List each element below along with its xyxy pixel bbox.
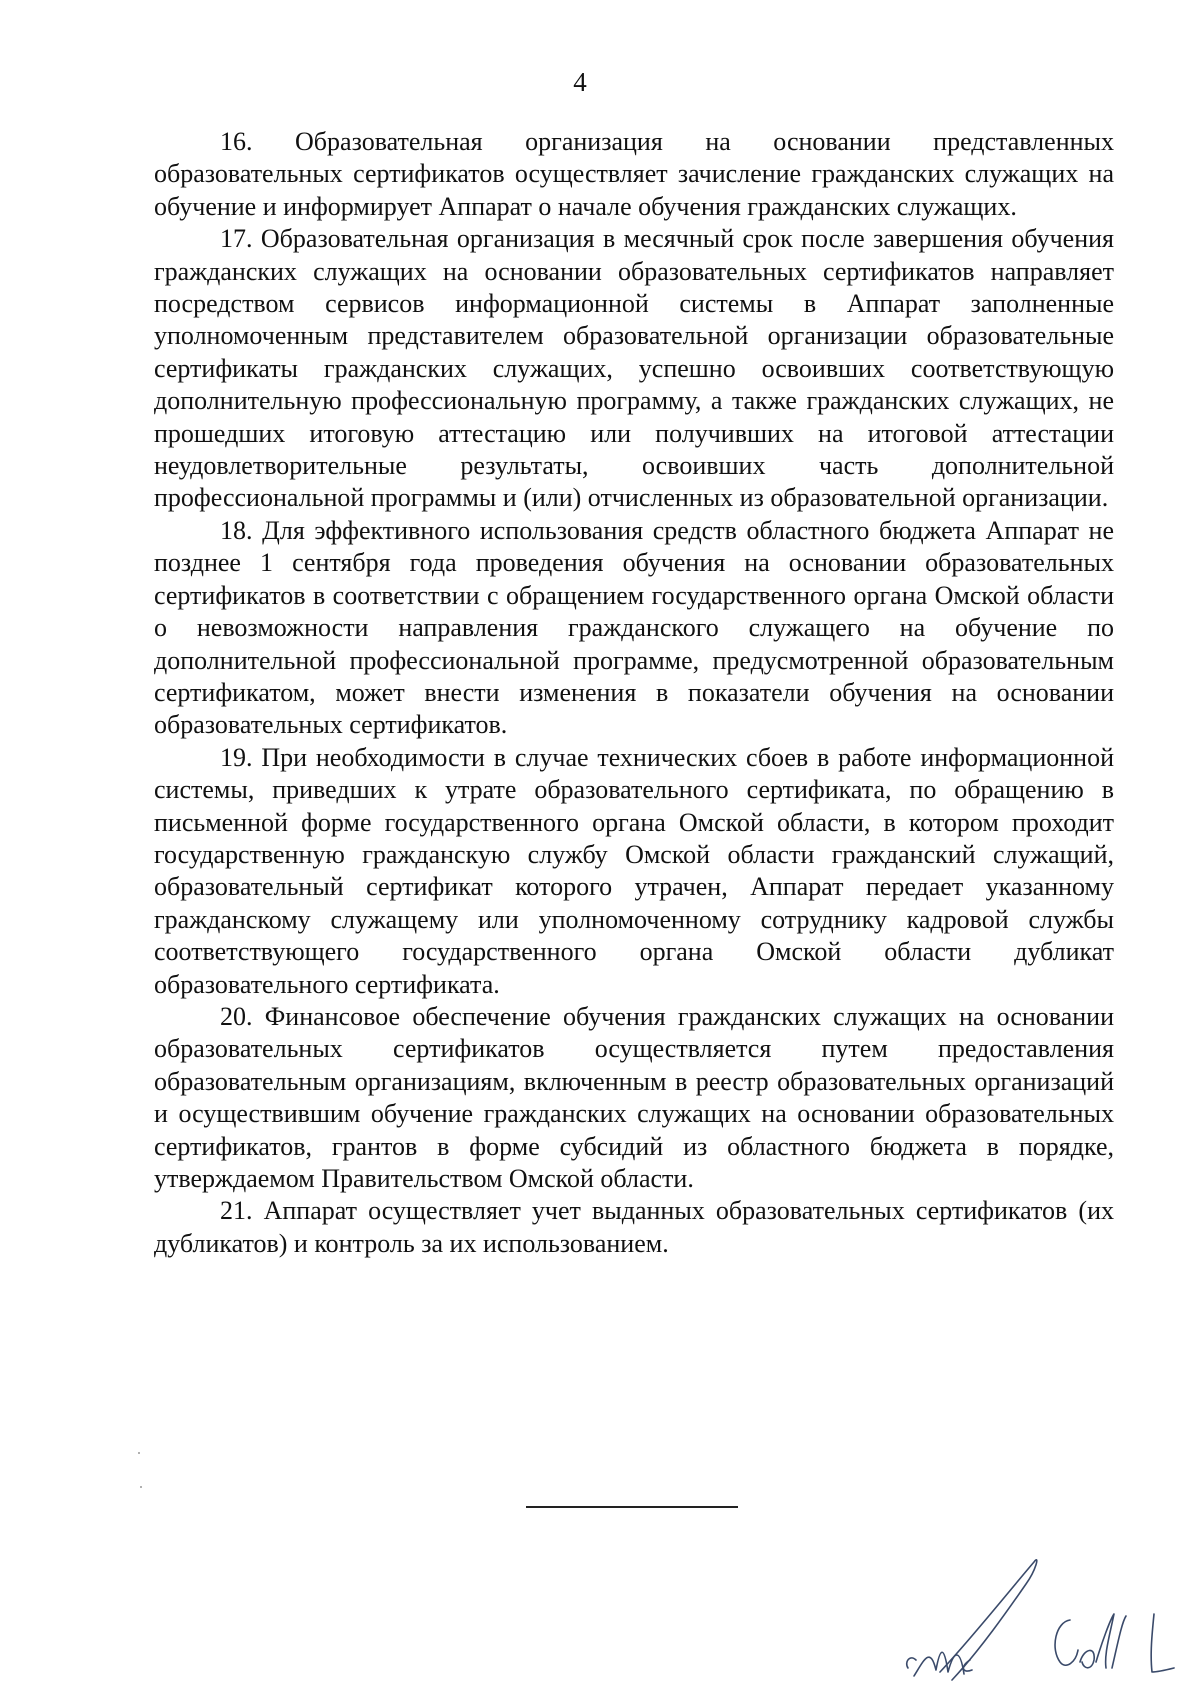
signature-icon — [900, 1550, 1180, 1690]
paragraph-19: 19. При необходимости в случае технических сбоев в работе информационной системы, приведших к утрате образовательного сертификата, по обращению в письменной форме государственного органа Омской области, в котором проходит государственную гражданскую службу Омской области гражданский служащий, образовательный сертификат которого утрачен, Аппарат передает указанному гражданскому служащему или уполномоченному сотруднику кадровой службы соответствующего государственного органа Омской области дубликат образовательного сертификата. — [154, 742, 1114, 999]
document-body — [154, 126, 1114, 1260]
paragraph-18: 18. Для эффективного использования средств областного бюджета Аппарат не позднее 1 сентября года проведения обучения на основании образовательных сертификатов в соответствии с обращением государственного органа Омской области о невозможности направления гражданского служащего на обучение по дополнительной профессиональной программе, предусмотренной образовательным сертификатом, может внести изменения в показатели обучения на основании образовательных сертификатов. — [154, 515, 1114, 740]
scan-speck — [140, 1486, 142, 1488]
paragraph-21: 21. Аппарат осуществляет учет выданных образовательных сертификатов (их дубликатов) и контроль за их использованием. — [154, 1196, 1114, 1258]
paragraph-17: 17. Образовательная организация в месячный срок после завершения обучения гражданских служащих на основании образовательных сертификатов направляет посредством сервисов информационной системы в Аппарат заполненные уполномоченным представителем образовательной организации образовательные сертификаты гражданских служащих, успешно освоивших соответствующую дополнительную профессиональную программу, а также гражданских служащих, не прошедших итоговую аттестацию или получивших на итоговой аттестации неудовлетворительные результаты, освоивших часть дополнительной профессиональной программы и (или) отчисленных из образовательной организации. — [154, 224, 1114, 513]
page-number: 4 — [573, 67, 587, 97]
paragraph-20: 20. Финансовое обеспечение обучения гражданских служащих на основании образовательных сертификатов осуществляется путем предоставления образовательным организациям, включенным в реестр образовательных организаций и осуществившим обучение гражданских служащих на основании образовательных сертификатов, грантов в форме субсидий из областного бюджета в порядке, утверждаемом Правительством Омской области. — [154, 1001, 1114, 1193]
paragraph-16: 16. Образовательная организация на основании представленных образовательных сертификатов осуществляет зачисление гражданских служащих на обучение и информирует Аппарат о начале обучения гражданских служащих. — [154, 127, 1114, 221]
end-of-text-line — [526, 1506, 738, 1508]
scan-speck — [138, 1452, 140, 1454]
